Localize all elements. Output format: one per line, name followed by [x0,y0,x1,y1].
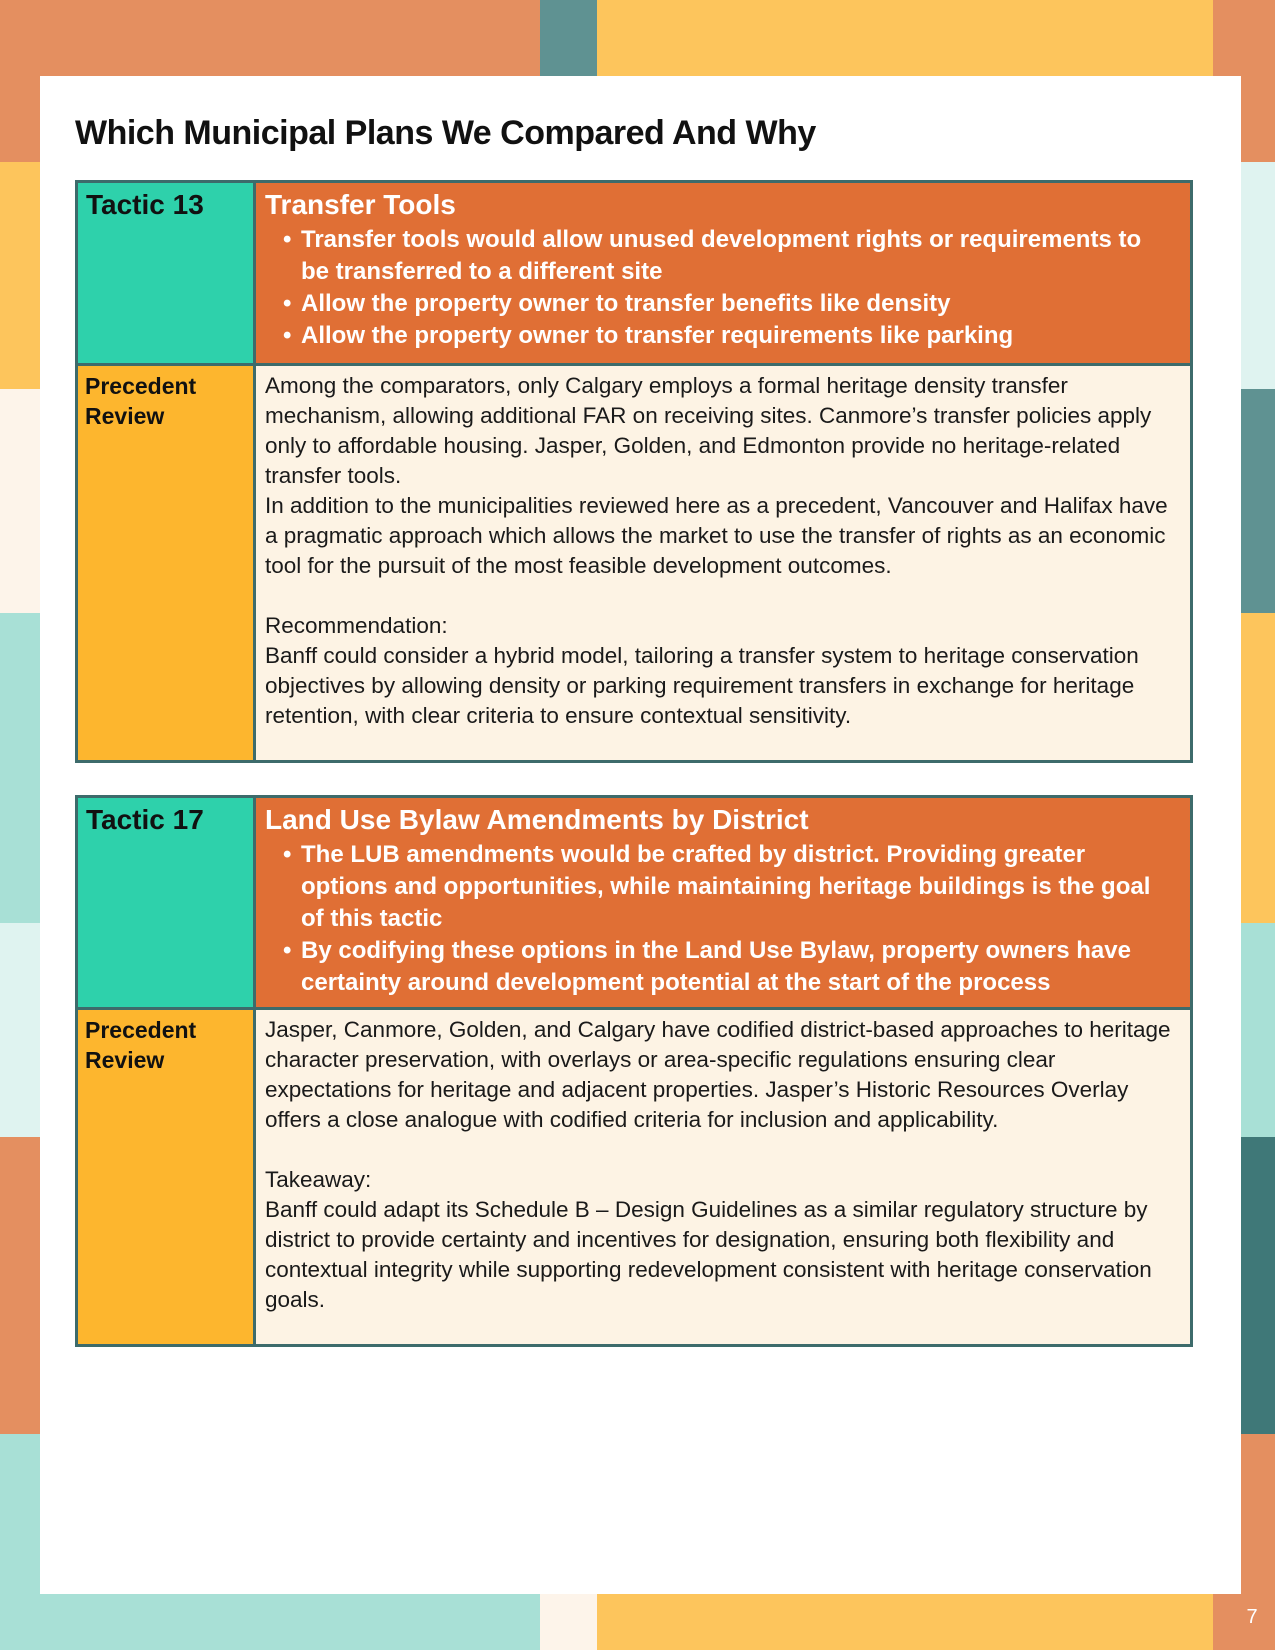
bullet-item: • By codifying these options in the Land Use Bylaw, property owners have certainty around development potential at the start of the process [301,935,1174,999]
page-title: Which Municipal Plans We Compared And Why [75,114,816,152]
outcome-text: Banff could consider a hybrid model, tailoring a transfer system to heritage conservation objectives by allowing density or parking requirement transfers in exchange for heritage retention, with clear criteria to ensure contextual sensitivity. [265,643,1139,728]
tactic-header [256,798,1190,1010]
frame-block [0,389,40,613]
tactic-bullets [265,224,1174,352]
frame-block [1241,162,1275,389]
tactic-header [256,183,1190,366]
frame-block [0,1594,540,1650]
tactic-bullets [265,839,1174,999]
review-paragraph: Jasper, Canmore, Golden, and Calgary have codified district-based approaches to heritage character preservation, with overlays or area-specific regulations ensuring clear expectations for heritage and adjacent properties. Jasper’s Historic Resources Overlay offers a close analogue with codified criteria for inclusion and applicability. [265,1017,1171,1132]
tactic-table [75,180,1193,763]
bullet-item: • Allow the property owner to transfer benefits like density [301,288,1174,320]
page-content [40,76,1241,1594]
frame-block [0,923,40,1137]
precedent-review-body [256,1010,1190,1344]
frame-block [1241,1137,1275,1434]
bullet-item: • Transfer tools would allow unused development rights or requirements to be transferred to a different site [301,224,1174,288]
frame-block [1241,923,1275,1137]
frame-block [1241,76,1275,162]
outcome-heading: Recommendation: [265,613,448,638]
precedent-review-label: Precedent Review [78,366,256,760]
review-paragraph: Among the comparators, only Calgary employs a formal heritage density transfer mechanism, allowing additional FAR on receiving sites. Canmore’s transfer policies apply only to affordable housing. Jasper, Golden, and Edmonton provide no heritage-related transfer tools. [265,373,1152,488]
tactic-heading: Land Use Bylaw Amendments by District [265,804,809,835]
frame-block [1213,0,1275,76]
frame-block [0,613,40,923]
outcome-text: Banff could adapt its Schedule B – Design Guidelines as a similar regulatory structure by district to provide certainty and incentives for designation, ensuring both flexibility and contextual integrity while supporting redevelopment consistent with heritage conservation goals. [265,1197,1152,1312]
bullet-item: • The LUB amendments would be crafted by district. Providing greater options and opportunities, while maintaining heritage buildings is the goal of this tactic [301,839,1174,935]
page-number: 7 [1246,1606,1258,1628]
frame-block [0,0,540,76]
frame-block [0,162,40,389]
precedent-review-label: Precedent Review [78,1010,256,1344]
frame-block [0,1137,40,1434]
precedent-review-body [256,366,1190,760]
frame-block [1241,613,1275,923]
frame-block [0,76,40,162]
frame-block [540,1594,597,1650]
frame-block [540,0,597,76]
frame-block [597,1594,1213,1650]
bullet-item: • Allow the property owner to transfer requirements like parking [301,320,1174,352]
outcome-heading: Takeaway: [265,1167,372,1192]
frame-block [1241,389,1275,613]
frame-block [597,0,1213,76]
tactic-number: Tactic 13 [78,183,256,366]
tactic-table [75,795,1193,1347]
tactic-number: Tactic 17 [78,798,256,1010]
review-paragraph: In addition to the municipalities reviewed here as a precedent, Vancouver and Halifax have a pragmatic approach which allows the market to use the transfer of rights as an economic tool for the pursuit of the most feasible development outcomes. [265,493,1168,578]
tactic-heading: Transfer Tools [265,189,456,220]
